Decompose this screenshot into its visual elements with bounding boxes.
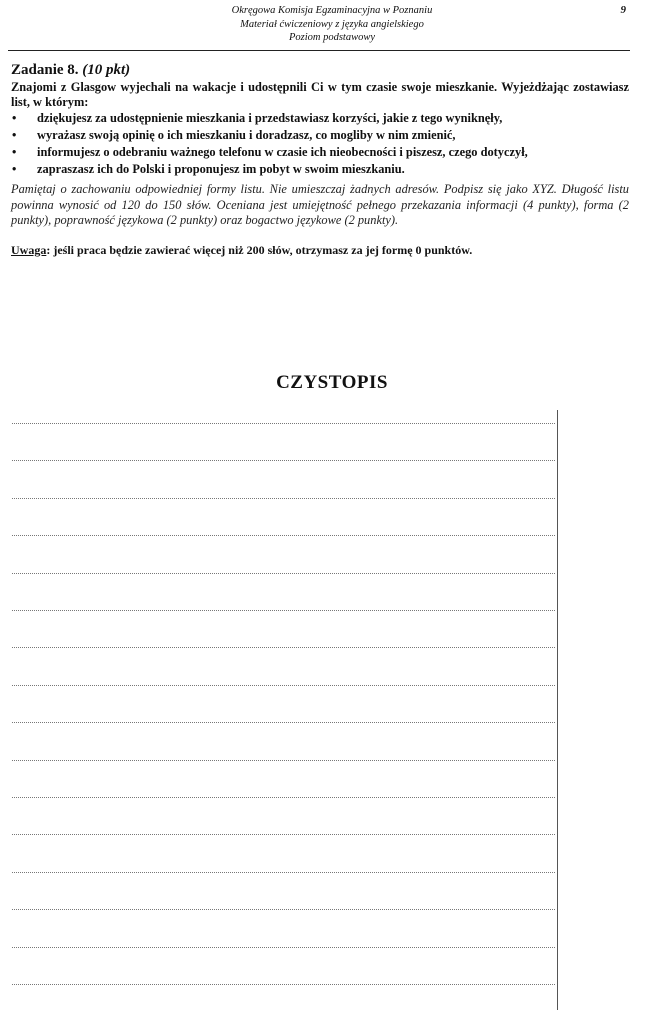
writing-line[interactable]: [12, 947, 555, 948]
writing-line[interactable]: [12, 984, 555, 985]
list-item: [11, 162, 629, 177]
answer-writing-area[interactable]: [8, 410, 558, 1010]
note-label: Uwaga: [11, 242, 47, 257]
list-item: [11, 111, 629, 126]
writing-line[interactable]: [12, 647, 555, 648]
task-title: [11, 61, 629, 79]
page-number: 9: [620, 4, 626, 16]
bullet-text: dziękujesz za udostępnienie mieszkania i przedstawiasz korzyści, jakie z tego wyniknęły,: [37, 111, 503, 125]
task-content: [11, 61, 629, 258]
list-item: [11, 128, 629, 143]
writing-line[interactable]: [12, 760, 555, 761]
writing-line[interactable]: [12, 460, 555, 461]
task-intro: Znajomi z Glasgow wyjechali na wakacje i udostępnili Ci w tym czasie swoje mieszkanie. Wyjeżdżając zostawiasz list, w którym:: [11, 80, 629, 109]
writing-line[interactable]: [12, 685, 555, 686]
task-note: [11, 243, 629, 258]
writing-line[interactable]: [12, 423, 555, 424]
bullet-text: wyrażasz swoją opinię o ich mieszkaniu i doradzasz, co mogliby w nim zmienić,: [37, 128, 456, 142]
writing-line[interactable]: [12, 872, 555, 873]
header-line-1: Okręgowa Komisja Egzaminacyjna w Poznaniu: [231, 5, 433, 16]
list-item: [11, 145, 629, 160]
margin-rule: [557, 410, 558, 1010]
task-bullet-list: [11, 111, 629, 177]
bullet-icon: •: [12, 145, 17, 159]
header-line-3: Poziom podstawowy: [288, 32, 376, 43]
writing-line[interactable]: [12, 834, 555, 835]
bullet-icon: •: [12, 111, 17, 125]
page-header: [0, 4, 664, 45]
writing-line[interactable]: [12, 535, 555, 536]
task-title-label: Zadanie 8.: [11, 62, 79, 78]
bullet-text: zapraszasz ich do Polski i proponujesz im pobyt w swoim mieszkaniu.: [37, 162, 405, 176]
writing-line[interactable]: [12, 573, 555, 574]
note-text: : jeśli praca będzie zawierać więcej niż 200 słów, otrzymasz za jej formę 0 punktów.: [46, 242, 473, 257]
writing-line[interactable]: [12, 498, 555, 499]
writing-line[interactable]: [12, 610, 555, 611]
section-title: CZYSTOPIS: [276, 372, 388, 393]
writing-line[interactable]: [12, 797, 555, 798]
task-points: (10 pkt): [82, 62, 131, 78]
bullet-text: informujesz o odebraniu ważnego telefonu w czasie ich nieobecności i piszesz, czego dotyczył,: [37, 145, 528, 159]
bullet-icon: •: [12, 128, 17, 142]
header-divider: [8, 50, 630, 51]
header-line-2: Materiał ćwiczeniowy z języka angielskiego: [240, 18, 424, 30]
bullet-icon: •: [12, 162, 17, 176]
writing-line[interactable]: [12, 722, 555, 723]
task-instructions: Pamiętaj o zachowaniu odpowiedniej formy listu. Nie umieszczaj żadnych adresów. Podpisz się jako XYZ. Długość listu powinna wynosić od 120 do 150 słów. Oceniana jest umiejętność pełnego przekazania informacji (4 punkty), forma (2 punkty), poprawność językowa (2 punkty) oraz bogactwo językowe (2 punkty).: [11, 182, 629, 227]
writing-line[interactable]: [12, 909, 555, 910]
